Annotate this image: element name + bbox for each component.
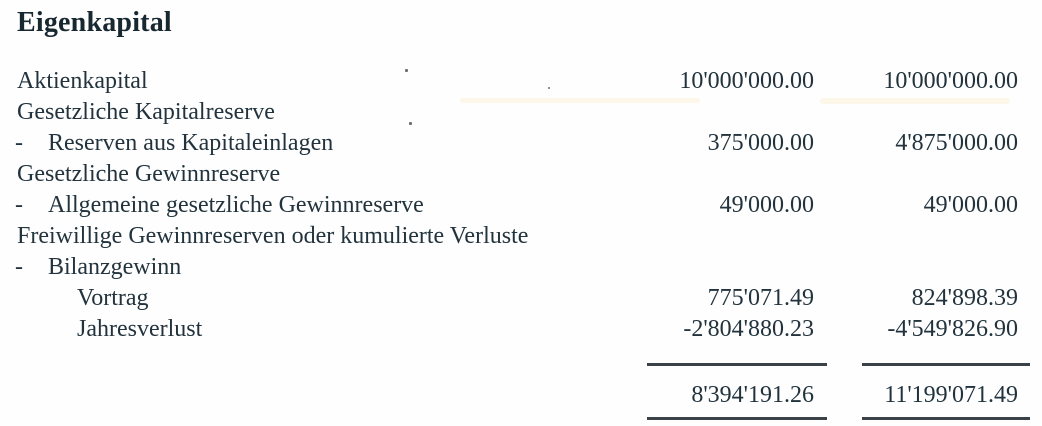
amount-col1: 375'000.00 bbox=[707, 130, 814, 156]
table-row bbox=[0, 221, 1042, 252]
table-row bbox=[0, 66, 1042, 97]
amount-col2: -4'549'826.90 bbox=[887, 316, 1018, 342]
table-row bbox=[0, 128, 1042, 159]
row-label-text: Reserven aus Kapitaleinlagen bbox=[48, 130, 334, 156]
total-amount-col1: 8'394'191.26 bbox=[647, 363, 827, 420]
total-amount-col2: 11'199'071.49 bbox=[862, 363, 1030, 420]
dash-bullet: - bbox=[15, 192, 23, 218]
amount-col2: 4'875'000.00 bbox=[895, 130, 1018, 156]
table-row bbox=[0, 159, 1042, 190]
amount-col2: 824'898.39 bbox=[911, 285, 1018, 311]
dash-bullet: - bbox=[15, 254, 23, 280]
amount-col2: 49'000.00 bbox=[923, 192, 1018, 218]
table-row bbox=[0, 314, 1042, 345]
amount-col2: 10'000'000.00 bbox=[883, 68, 1018, 94]
row-label-text: Freiwillige Gewinnreserven oder kumulierte Verluste bbox=[17, 223, 529, 249]
row-label-text: Gesetzliche Kapitalreserve bbox=[17, 99, 275, 125]
row-label bbox=[0, 190, 647, 221]
dash-bullet: - bbox=[15, 130, 23, 156]
row-label bbox=[0, 314, 647, 345]
row-label-text: Allgemeine gesetzliche Gewinnreserve bbox=[48, 192, 424, 218]
row-label bbox=[0, 159, 647, 190]
row-label bbox=[0, 283, 647, 314]
amount-col1: 775'071.49 bbox=[707, 285, 814, 311]
section-title: Eigenkapital bbox=[17, 7, 172, 38]
row-label-text: Jahresverlust bbox=[77, 316, 203, 342]
row-label bbox=[0, 66, 647, 97]
row-label bbox=[0, 97, 647, 128]
table-row bbox=[0, 97, 1042, 128]
row-label-text: Gesetzliche Gewinnreserve bbox=[17, 161, 281, 187]
row-label bbox=[0, 252, 647, 283]
equity-table bbox=[0, 66, 1042, 420]
total-row bbox=[0, 363, 1042, 420]
row-label-text: Bilanzgewinn bbox=[48, 254, 182, 280]
amount-col1: 10'000'000.00 bbox=[679, 68, 814, 94]
table-row bbox=[0, 283, 1042, 314]
amount-col1: 49'000.00 bbox=[719, 192, 814, 218]
row-label bbox=[0, 128, 647, 159]
row-label bbox=[0, 221, 647, 252]
row-label-text: Aktienkapital bbox=[17, 68, 148, 94]
amount-col1: -2'804'880.23 bbox=[683, 316, 814, 342]
table-row bbox=[0, 190, 1042, 221]
row-label-text: Vortrag bbox=[77, 285, 149, 311]
table-row bbox=[0, 252, 1042, 283]
